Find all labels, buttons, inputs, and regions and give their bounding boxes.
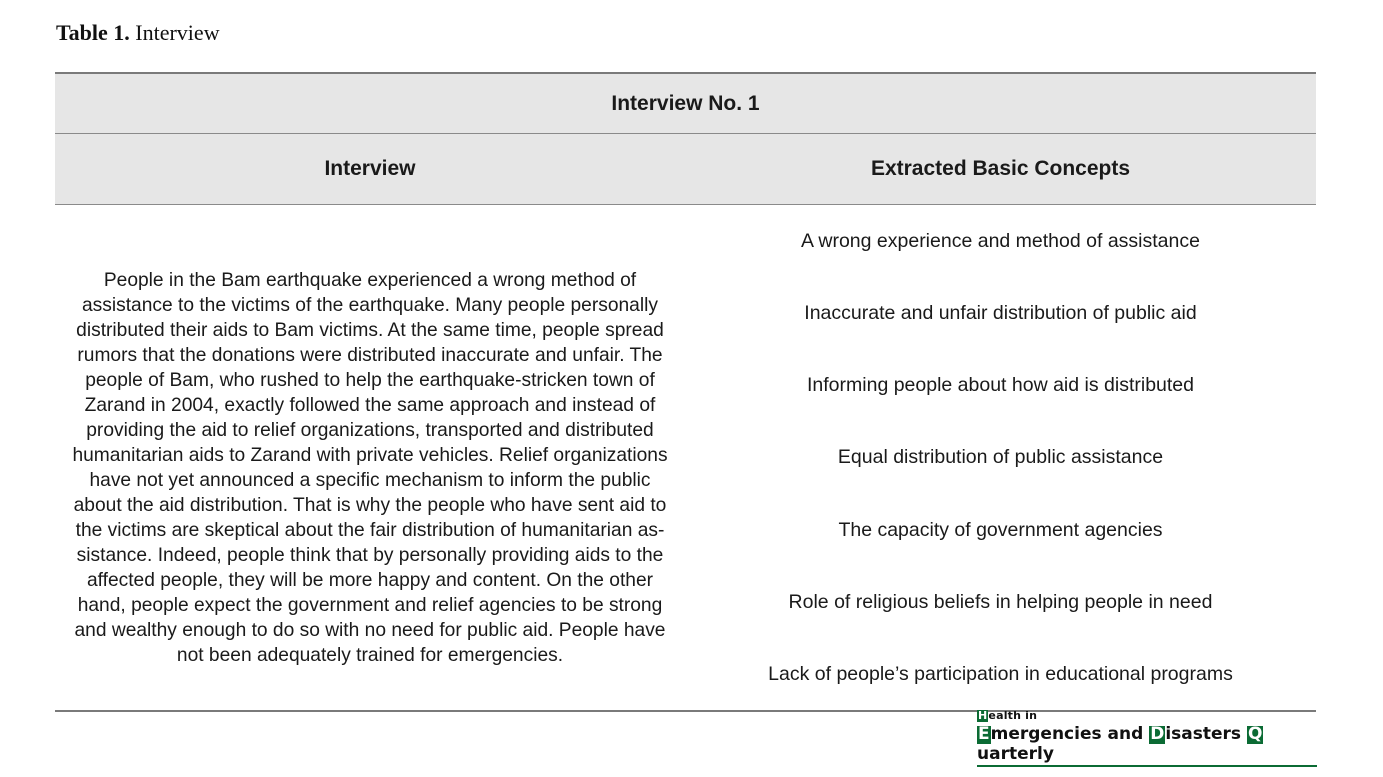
table-caption-title: Interview bbox=[135, 20, 220, 45]
logo-initial-e: E bbox=[978, 724, 990, 744]
concept-item-2: Inaccurate and unfair distribution of public aid bbox=[804, 302, 1197, 324]
header-extracted-concepts: Extracted Basic Concepts bbox=[870, 157, 1131, 180]
concepts-cell bbox=[685, 205, 1316, 710]
concept-item-4: Equal distribution of public assistance bbox=[837, 446, 1164, 468]
interview-table bbox=[55, 72, 1316, 712]
table-caption-label: Table 1. bbox=[56, 20, 130, 45]
concept-item-5: The capacity of government agencies bbox=[838, 519, 1163, 541]
logo-initial-q: Q bbox=[1247, 724, 1263, 744]
logo-word-emergencies: mergencies and bbox=[990, 724, 1150, 744]
concept-item-3: Informing people about how aid is distributed bbox=[807, 374, 1194, 396]
concept-item-7: Lack of people’s participation in educational programs bbox=[768, 663, 1233, 685]
table-title-row bbox=[55, 74, 1316, 133]
table-body-row bbox=[55, 205, 1316, 710]
table-title: Interview No. 1 bbox=[611, 91, 760, 115]
logo-initial-d: D bbox=[1150, 724, 1165, 744]
table-caption bbox=[56, 20, 220, 46]
concept-item-6: Role of religious beliefs in helping people in need bbox=[788, 591, 1213, 613]
logo-initial-h: H bbox=[978, 709, 988, 722]
logo-word-quarterly: uarterly bbox=[977, 744, 1054, 764]
interview-cell bbox=[55, 205, 685, 710]
logo-line-1 bbox=[977, 710, 1317, 722]
logo-line-1-text: ealth in bbox=[988, 709, 1038, 722]
header-interview: Interview bbox=[324, 157, 416, 180]
logo-word-disasters: isasters bbox=[1165, 724, 1247, 744]
table-header-row bbox=[55, 134, 1316, 204]
journal-logo bbox=[977, 709, 1317, 764]
interview-text: People in the Bam earthquake experienced a wrong method of assistance to the victims of the earthquake. Many people personally distributed their aids to Bam victims. At the same time, people spread rumors that the donations were distributed inaccurate and unfair. The people of Bam, who rushed to help the earthquake-stricken town of Zarand in 2004, exactly followed the same approach and instead of providing the aid to relief organizations, transported and distributed humanitarian aids to Zarand with private vehicles. Relief organizations have not yet announced a specific mechanism to inform the public about the aid distribution. That is why the people who have sent aid to the victims are skeptical about the fair distribution of humanitarian assistance. Indeed, people think that by personally providing aids to the affected people, they will be more happy and content. On the other hand, people expect the government and relief agencies to be strong and wealthy enough to do so with no need for public aid. People have not been adequately trained for emergencies. bbox=[72, 269, 668, 666]
concept-item-1: A wrong experience and method of assistance bbox=[801, 230, 1200, 252]
logo-line-2 bbox=[977, 724, 1317, 767]
